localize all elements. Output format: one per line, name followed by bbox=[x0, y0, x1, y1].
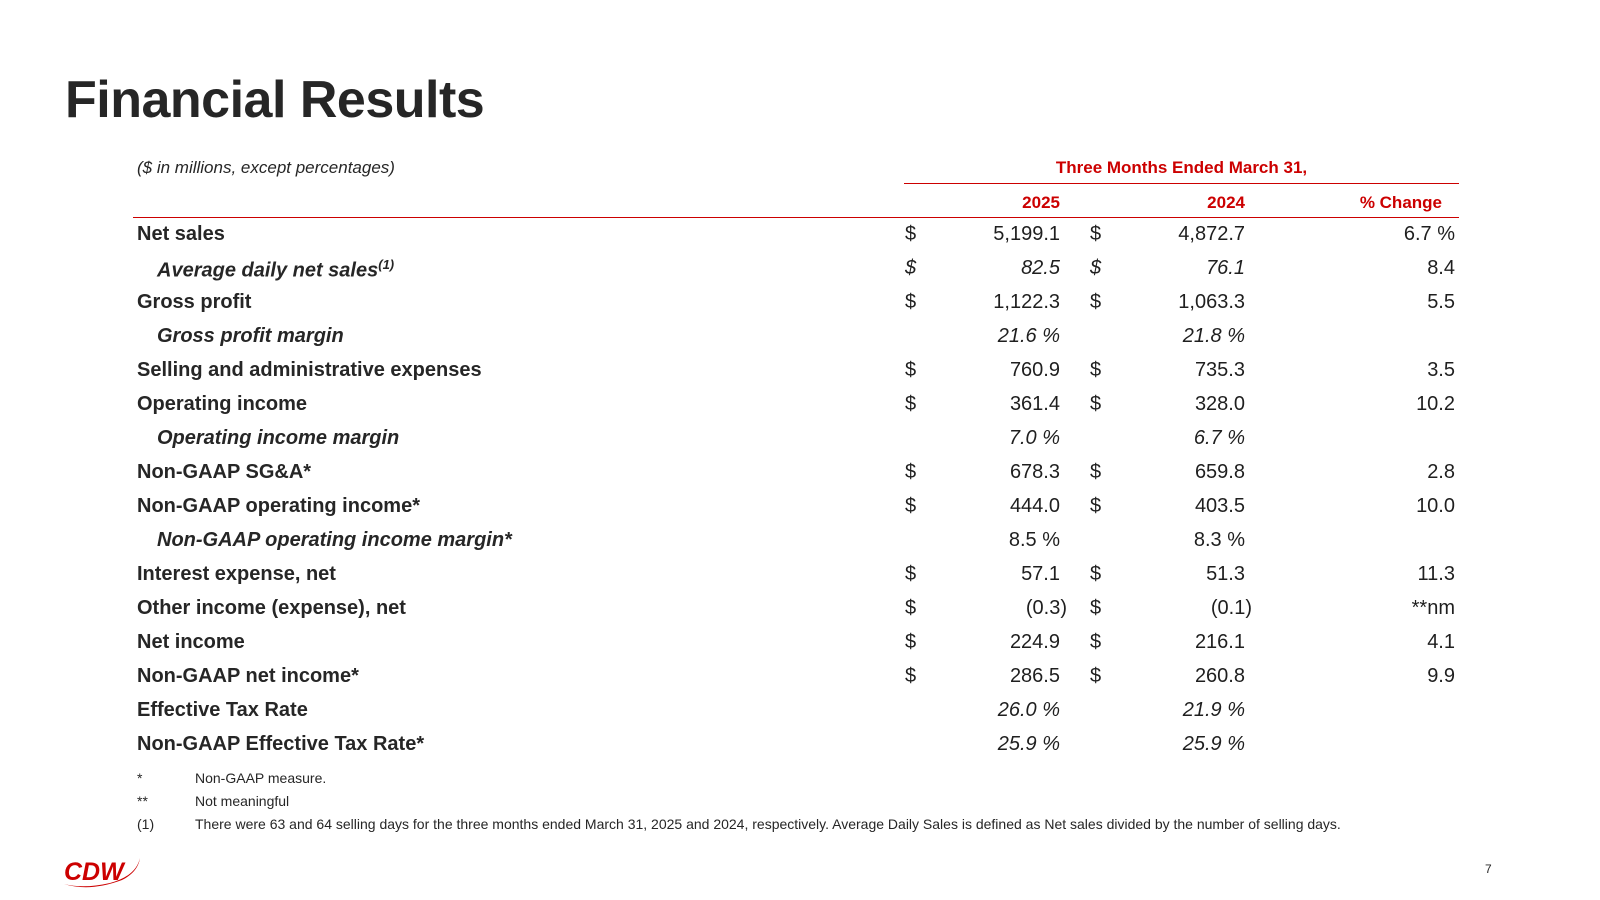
dollar-sign-2025: $ bbox=[905, 257, 917, 279]
value-2025: 7.0 % bbox=[1008, 427, 1060, 449]
row-label: Net sales bbox=[137, 223, 225, 245]
period-rule bbox=[904, 183, 1459, 184]
value-2025: 286.5 bbox=[1009, 665, 1060, 687]
table-row bbox=[0, 628, 1600, 662]
value-2025: 57.1 bbox=[1021, 563, 1060, 585]
table-row bbox=[0, 288, 1600, 322]
value-2025: 678.3 bbox=[1009, 461, 1060, 483]
dollar-sign-2024: $ bbox=[1090, 223, 1102, 245]
row-label: Gross profit margin bbox=[157, 325, 344, 347]
table-row bbox=[0, 696, 1600, 730]
value-2024: 6.7 % bbox=[1193, 427, 1245, 449]
footnote-mark: (1) bbox=[137, 816, 155, 832]
row-label: Effective Tax Rate bbox=[137, 699, 308, 721]
value-2024: 51.3 bbox=[1206, 563, 1245, 585]
dollar-sign-2024: $ bbox=[1090, 359, 1102, 381]
row-label: Interest expense, net bbox=[137, 563, 336, 585]
dollar-sign-2025: $ bbox=[905, 631, 917, 653]
table-row bbox=[0, 424, 1600, 458]
value-2025: 224.9 bbox=[1009, 631, 1060, 653]
table-header-rule bbox=[133, 217, 1459, 218]
value-2024: 1,063.3 bbox=[1178, 291, 1245, 313]
row-label: Gross profit bbox=[137, 291, 252, 313]
value-2025: 25.9 % bbox=[997, 733, 1060, 755]
col-header-change: % Change bbox=[1359, 193, 1442, 212]
row-label: Operating income margin bbox=[157, 427, 400, 449]
row-label: Non-GAAP operating income margin* bbox=[157, 529, 512, 551]
value-2024: 735.3 bbox=[1194, 359, 1245, 381]
value-change: **nm bbox=[1411, 597, 1455, 619]
value-2025: 5,199.1 bbox=[993, 223, 1060, 245]
row-label: Non-GAAP Effective Tax Rate* bbox=[137, 733, 425, 755]
value-2025: 21.6 % bbox=[997, 325, 1060, 347]
footnote-mark: * bbox=[137, 770, 143, 786]
value-2024: 21.8 % bbox=[1182, 325, 1245, 347]
cdw-logo bbox=[60, 850, 142, 892]
value-change: 3.5 bbox=[1427, 359, 1455, 381]
table-row bbox=[0, 322, 1600, 356]
dollar-sign-2025: $ bbox=[905, 597, 917, 619]
footnote-text: Non-GAAP measure. bbox=[195, 770, 327, 786]
table-subtitle: ($ in millions, except percentages) bbox=[137, 158, 395, 177]
dollar-sign-2025: $ bbox=[905, 563, 917, 585]
footnote-mark: ** bbox=[137, 793, 148, 809]
row-label: Other income (expense), net bbox=[137, 597, 406, 619]
period-header: Three Months Ended March 31, bbox=[1055, 158, 1308, 177]
dollar-sign-2025: $ bbox=[905, 359, 917, 381]
table-row bbox=[0, 458, 1600, 492]
value-change: 4.1 bbox=[1427, 631, 1455, 653]
dollar-sign-2025: $ bbox=[905, 461, 917, 483]
value-2024: 25.9 % bbox=[1182, 733, 1245, 755]
dollar-sign-2024: $ bbox=[1090, 393, 1102, 415]
table-row bbox=[0, 594, 1600, 628]
dollar-sign-2024: $ bbox=[1090, 257, 1102, 279]
value-2025: (0.3) bbox=[1025, 597, 1067, 619]
dollar-sign-2024: $ bbox=[1090, 563, 1102, 585]
value-2024: 76.1 bbox=[1206, 257, 1245, 279]
row-label: Net income bbox=[137, 631, 245, 653]
col-header-2024: 2024 bbox=[1207, 193, 1245, 212]
row-label: Non-GAAP SG&A* bbox=[137, 461, 312, 483]
value-change: 9.9 bbox=[1427, 665, 1455, 687]
value-2024: 260.8 bbox=[1194, 665, 1245, 687]
value-2024: 659.8 bbox=[1194, 461, 1245, 483]
row-label: Operating income bbox=[137, 393, 308, 415]
table-row bbox=[0, 220, 1600, 254]
value-change: 11.3 bbox=[1417, 563, 1455, 585]
col-header-2025: 2025 bbox=[1022, 193, 1060, 212]
value-2025: 444.0 bbox=[1009, 495, 1060, 517]
table-row bbox=[0, 730, 1600, 764]
value-2025: 8.5 % bbox=[1008, 529, 1060, 551]
dollar-sign-2024: $ bbox=[1090, 495, 1102, 517]
value-2024: 8.3 % bbox=[1193, 529, 1245, 551]
row-label: Non-GAAP net income* bbox=[137, 665, 359, 687]
dollar-sign-2024: $ bbox=[1090, 291, 1102, 313]
value-change: 10.0 bbox=[1416, 495, 1455, 517]
row-label: Selling and administrative expenses bbox=[137, 359, 482, 381]
dollar-sign-2025: $ bbox=[905, 393, 917, 415]
table-row bbox=[0, 560, 1600, 594]
footnote-ref: (1) bbox=[378, 257, 395, 272]
value-2025: 26.0 % bbox=[997, 699, 1060, 721]
financial-table bbox=[0, 220, 1600, 764]
table-row bbox=[0, 356, 1600, 390]
dollar-sign-2025: $ bbox=[905, 665, 917, 687]
value-2024: 403.5 bbox=[1194, 495, 1245, 517]
dollar-sign-2024: $ bbox=[1090, 461, 1102, 483]
dollar-sign-2025: $ bbox=[905, 223, 917, 245]
value-2025: 1,122.3 bbox=[993, 291, 1060, 313]
value-2025: 361.4 bbox=[1009, 393, 1060, 415]
row-label: Average daily net sales$^{(1)}$ bbox=[157, 257, 395, 282]
dollar-sign-2024: $ bbox=[1090, 597, 1102, 619]
dollar-sign-2024: $ bbox=[1090, 631, 1102, 653]
table-row bbox=[0, 254, 1600, 288]
value-change: 10.2 bbox=[1416, 393, 1455, 415]
value-2024: 216.1 bbox=[1194, 631, 1245, 653]
row-label: Non-GAAP operating income* bbox=[137, 495, 420, 517]
footnote-text: There were 63 and 64 selling days for the three months ended March 31, 2025 and 2024, respectively. Average Daily Sales is defined as Net sales divided by the number of selling days. bbox=[195, 816, 1341, 832]
dollar-sign-2024: $ bbox=[1090, 665, 1102, 687]
table-row bbox=[0, 492, 1600, 526]
value-change: 5.5 bbox=[1427, 291, 1455, 313]
footnote-text: Not meaningful bbox=[195, 793, 290, 809]
table-row bbox=[0, 526, 1600, 560]
page-number: 7 bbox=[1485, 862, 1492, 876]
value-change: 6.7 % bbox=[1403, 223, 1455, 245]
dollar-sign-2025: $ bbox=[905, 291, 917, 313]
value-2025: 82.5 bbox=[1021, 257, 1060, 279]
value-change: 2.8 bbox=[1427, 461, 1455, 483]
value-2024: 328.0 bbox=[1194, 393, 1245, 415]
value-2024: 21.9 % bbox=[1182, 699, 1245, 721]
value-2024: (0.1) bbox=[1210, 597, 1252, 619]
table-row bbox=[0, 390, 1600, 424]
value-2024: 4,872.7 bbox=[1178, 223, 1245, 245]
value-change: 8.4 bbox=[1427, 257, 1455, 279]
logo-text: CDW bbox=[64, 858, 124, 886]
table-row bbox=[0, 662, 1600, 696]
value-2025: 760.9 bbox=[1009, 359, 1060, 381]
dollar-sign-2025: $ bbox=[905, 495, 917, 517]
page-title: Financial Results bbox=[65, 71, 485, 129]
